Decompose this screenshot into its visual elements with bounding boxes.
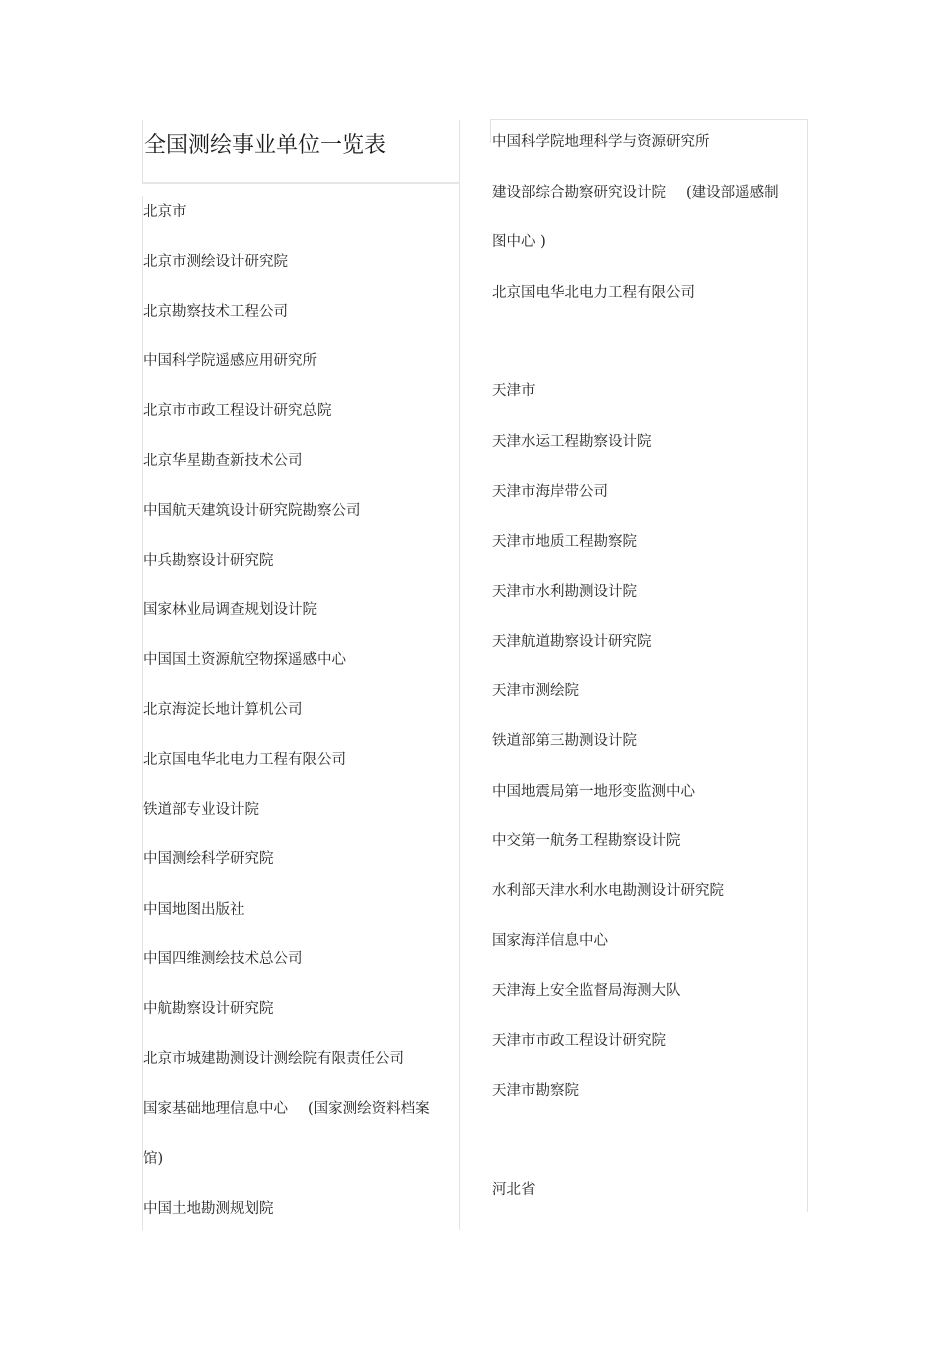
- list-item: 中航勘察设计研究院: [143, 1001, 274, 1017]
- list-item-wrapped: [492, 183, 779, 203]
- left-column: [142, 120, 460, 1230]
- list-item: 中交第一航务工程勘察设计院: [492, 833, 681, 849]
- list-item-text: (建设部遥感制: [686, 185, 779, 201]
- list-item: 北京海淀长地计算机公司: [143, 702, 303, 718]
- list-item: 北京市: [143, 204, 187, 220]
- list-item: 北京市测绘设计研究院: [143, 254, 288, 270]
- list-item: 天津市测绘院: [492, 683, 579, 699]
- list-item: 水利部天津水利水电勘测设计研究院: [492, 883, 724, 899]
- list-item: 北京国电华北电力工程有限公司: [492, 285, 695, 301]
- list-item: 国家海洋信息中心: [492, 933, 608, 949]
- list-item: 中国地震局第一地形变监测中心: [492, 784, 695, 800]
- page-title: 全国测绘事业单位一览表: [144, 133, 387, 158]
- list-item: 天津航道勘察设计研究院: [492, 634, 652, 650]
- list-item: 中国土地勘测规划院: [143, 1201, 274, 1217]
- list-item-wrapped-continuation: 馆): [143, 1151, 164, 1167]
- list-item: 中国测绘科学研究院: [143, 851, 274, 867]
- list-item: 天津市市政工程设计研究院: [492, 1033, 666, 1049]
- section-heading-hebei: 河北省: [492, 1182, 536, 1198]
- list-item: 北京华星勘查新技术公司: [143, 453, 303, 469]
- list-item-wrapped-continuation: 图中心 ): [492, 234, 546, 250]
- title-box: [142, 120, 459, 184]
- list-item-text: 国家基础地理信息中心: [143, 1101, 288, 1117]
- list-item: 天津市勘察院: [492, 1083, 579, 1099]
- list-item: 北京国电华北电力工程有限公司: [143, 752, 346, 768]
- list-item: 中兵勘察设计研究院: [143, 553, 274, 569]
- list-item: 中国科学院遥感应用研究所: [143, 353, 317, 369]
- list-item: 中国国土资源航空物探遥感中心: [143, 652, 346, 668]
- list-item: 中国地图出版社: [143, 902, 245, 918]
- list-item: 国家林业局调查规划设计院: [143, 602, 317, 618]
- section-heading-tianjin: 天津市: [492, 383, 536, 399]
- list-item-text: 建设部综合勘察研究设计院: [492, 185, 666, 201]
- list-item: 铁道部第三勘测设计院: [492, 733, 637, 749]
- list-item-text: (国家测绘资料档案: [308, 1101, 430, 1117]
- list-item: 北京市市政工程设计研究总院: [143, 403, 332, 419]
- list-item: 中国科学院地理科学与资源研究所: [492, 134, 710, 150]
- list-item: 天津市地质工程勘察院: [492, 534, 637, 550]
- list-item: 天津市海岸带公司: [492, 484, 608, 500]
- list-item: 天津市水利勘测设计院: [492, 584, 637, 600]
- list-item: 中国四维测绘技术总公司: [143, 951, 303, 967]
- list-item: 天津海上安全监督局海测大队: [492, 983, 681, 999]
- list-item: 北京市城建勘测设计测绘院有限责任公司: [143, 1051, 404, 1067]
- list-item: 天津水运工程勘察设计院: [492, 434, 652, 450]
- list-item: 铁道部专业设计院: [143, 802, 259, 818]
- right-column: [490, 119, 808, 1212]
- list-item-wrapped: [143, 1099, 430, 1119]
- list-item: 中国航天建筑设计研究院勘察公司: [143, 503, 361, 519]
- list-item: 北京勘察技术工程公司: [143, 304, 288, 320]
